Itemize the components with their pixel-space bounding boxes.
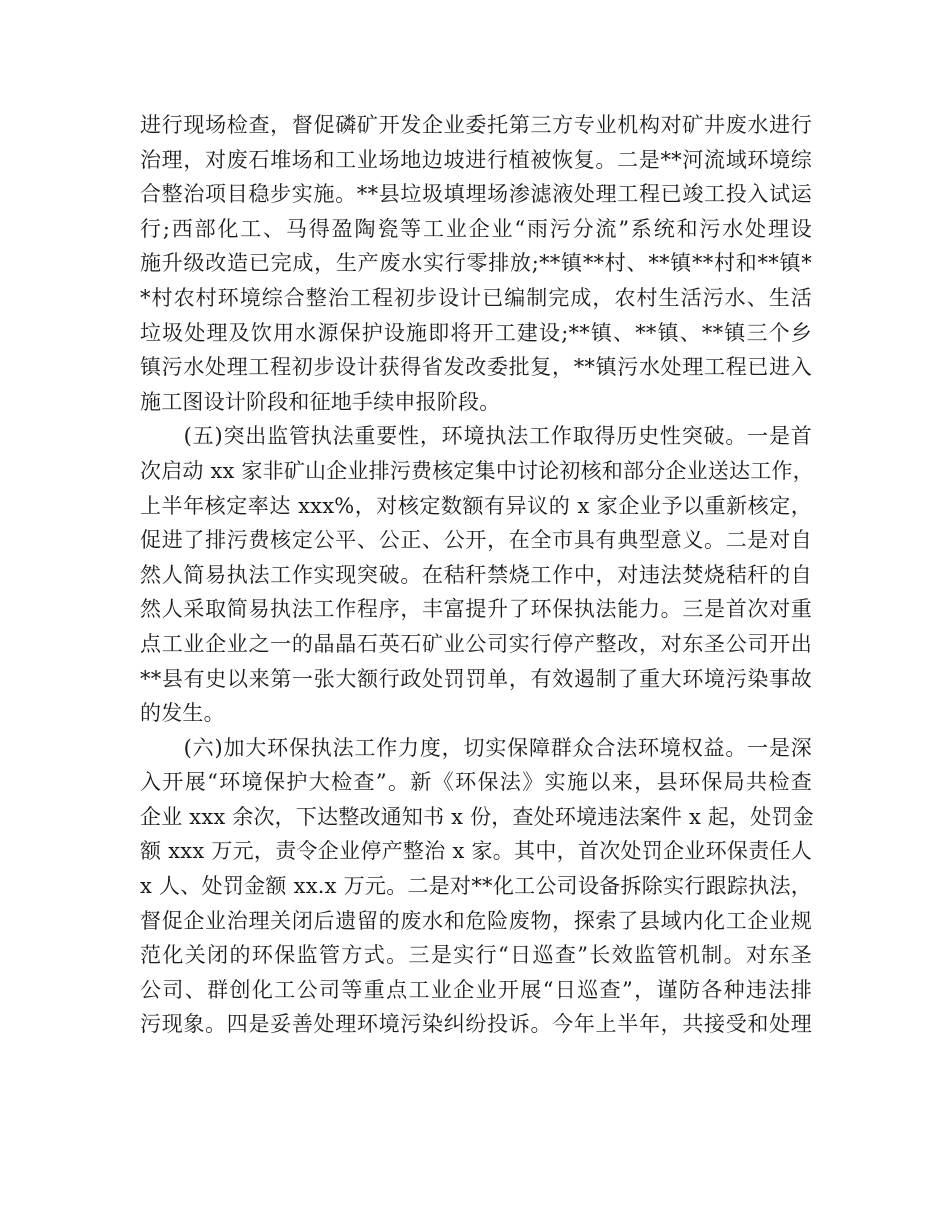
paragraph-1 <box>140 108 812 419</box>
text-line: 上半年核定率达 xxx%，对核定数额有异议的 x 家企业予以重新核定， <box>140 493 812 518</box>
document-body <box>140 108 812 1042</box>
paragraph-3 <box>140 731 812 1042</box>
text-line: 进行现场检查，督促磷矿开发企业委托第三方专业机构对矿井废水进行 <box>140 113 812 137</box>
text-line: (六)加大环保执法工作力度，切实保障群众合法环境权益。一是深 <box>140 735 812 760</box>
text-line: (五)突出监管执法重要性，环境执法工作取得历史性突破。一是首 <box>140 424 812 449</box>
text-line: 点工业企业之一的晶晶石英石矿业公司实行停产整改，对东圣公司开出 <box>140 631 812 656</box>
text-line: 然人简易执法工作实现突破。在秸秆禁烧工作中，对违法焚烧秸秆的自 <box>140 562 812 587</box>
text-line: 次启动 xx 家非矿山企业排污费核定集中讨论初核和部分企业送达工作， <box>140 458 814 483</box>
text-line: 治理，对废石堆场和工业场地边坡进行植被恢复。二是**河流域环境综 <box>140 147 812 172</box>
text-line: 垃圾处理及饮用水源保护设施即将开工建设;**镇、**镇、**镇三个乡 <box>140 320 812 345</box>
text-line: 然人采取简易执法工作程序，丰富提升了环保执法能力。三是首次对重 <box>140 597 812 622</box>
text-line: 促进了排污费核定公平、公正、公开，在全市具有典型意义。二是对自 <box>140 528 812 553</box>
text-line: 合整治项目稳步实施。**县垃圾填埋场渗滤液处理工程已竣工投入试运 <box>140 182 812 207</box>
text-line: 的发生。 <box>140 701 225 726</box>
text-line: 范化关闭的环保监管方式。三是实行“日巡查”长效监管机制。对东圣 <box>140 943 812 968</box>
text-line: 镇污水处理工程初步设计获得省发改委批复，**镇污水处理工程已进入 <box>140 355 812 380</box>
text-line: 公司、群创化工公司等重点工业企业开展“日巡查”，谨防各种违法排 <box>140 977 812 1002</box>
text-line: 施工图设计阶段和征地手续申报阶段。 <box>140 389 501 414</box>
text-line: x 人、处罚金额 xx.x 万元。二是对**化工公司设备拆除实行跟踪执法， <box>140 874 812 899</box>
text-line: 施升级改造已完成，生产废水实行零排放;**镇**村、**镇**村和**镇* <box>140 251 812 276</box>
text-line: *村农村环境综合整治工程初步设计已编制完成，农村生活污水、生活 <box>140 285 812 310</box>
text-line: 污现象。四是妥善处理环境污染纠纷投诉。今年上半年，共接受和处理 <box>140 1012 812 1037</box>
text-line: 行;西部化工、马得盈陶瓷等工业企业“雨污分流”系统和污水处理设 <box>140 216 812 241</box>
text-line: 督促企业治理关闭后遗留的废水和危险废物，探索了县域内化工企业规 <box>140 908 812 933</box>
paragraph-2 <box>140 419 812 730</box>
text-line: 企业 xxx 余次，下达整改通知书 x 份，查处环境违法案件 x 起，处罚金 <box>140 804 814 829</box>
text-line: **县有史以来第一张大额行政处罚罚单，有效遏制了重大环境污染事故 <box>140 666 812 691</box>
text-line: 入开展“环境保护大检查”。新《环保法》实施以来，县环保局共检查 <box>140 770 812 795</box>
text-line: 额 xxx 万元，责令企业停产整治 x 家。其中，首次处罚企业环保责任人 <box>140 839 812 864</box>
